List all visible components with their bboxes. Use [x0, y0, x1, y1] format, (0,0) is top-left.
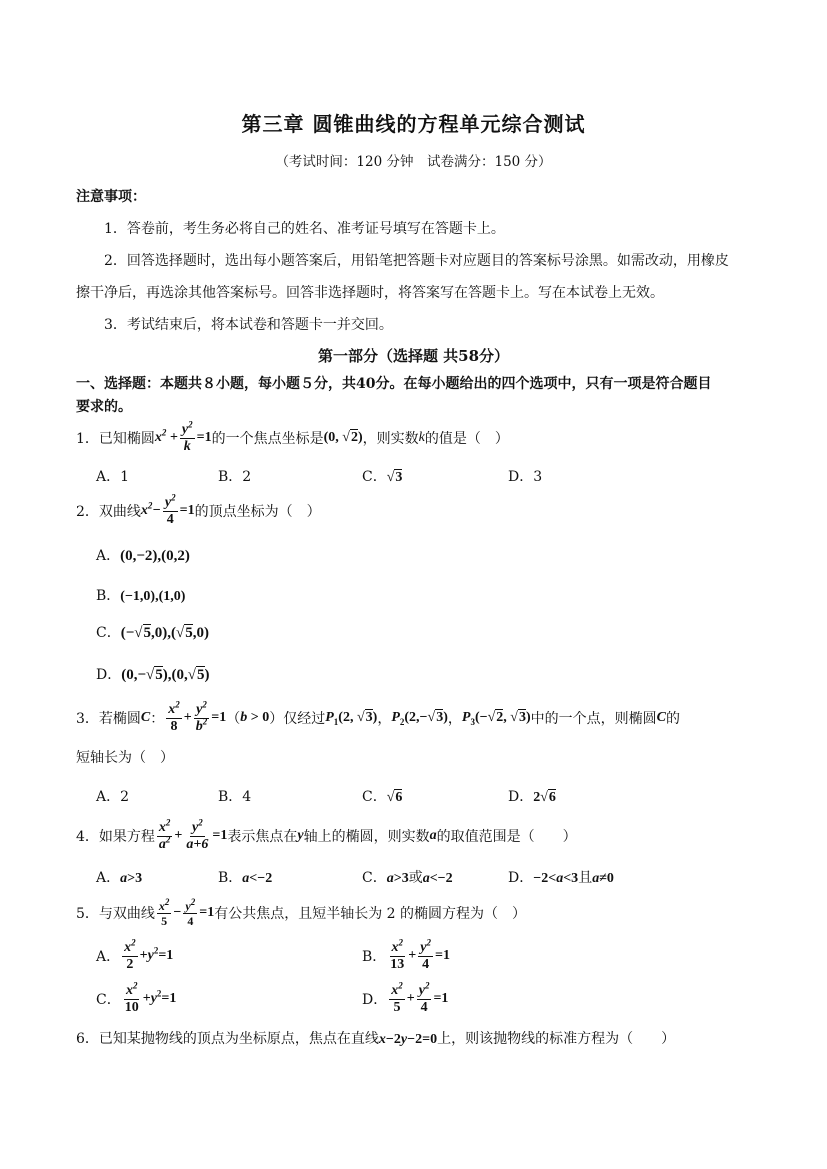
q1-option-c[interactable]: C．√3	[362, 469, 403, 485]
q2-option-a[interactable]: A．(0,−2),(0,2)	[96, 548, 190, 564]
section-instructions-line2: 要求的。	[76, 399, 132, 415]
q5-option-a[interactable]: A． $\frac{x^2}{2}$ $+y^2=1$	[96, 936, 174, 972]
q4-option-c[interactable]: C．a>3或a<−2	[362, 870, 453, 886]
page-title: 第三章 圆锥曲线的方程单元综合测试	[241, 112, 586, 136]
exam-info: （考试时间：120 分钟 试卷满分：150 分）	[275, 154, 552, 170]
question-1	[76, 420, 509, 456]
q1-k: k	[418, 430, 425, 445]
q1-option-a[interactable]: A．1	[96, 469, 130, 485]
q3-option-a[interactable]: A．2	[96, 789, 130, 805]
q3-point-p1: $P_1(2$, √3)	[325, 710, 378, 727]
note-item-2-line2: 擦干净后，再选涂其他答案标号。回答非选择题时，将答案写在答题卡上。写在本试卷上无效。	[76, 285, 664, 301]
note-item-2-line1: 2．回答选择题时，选出每小题答案后，用铅笔把答题卡对应题目的答案标号涂黑。如需改动，用橡皮	[104, 253, 729, 269]
q1-focus-point: (0, √2)	[323, 430, 363, 445]
q3-line2: 短轴长为（ ）	[76, 750, 174, 766]
question-2: 2．双曲线 $x^2-$ $\frac{y^2}{4}$ =1 的顶点坐标为（ ）	[76, 491, 321, 527]
q3-option-d[interactable]: D．2√6	[508, 789, 556, 805]
section-instructions-line1: 一、选择题：本题共８小题，每小题５分，共40分。在每小题给出的四个选项中，只有一项是符合题目	[76, 376, 712, 392]
q1-option-d[interactable]: D．3	[508, 469, 543, 485]
note-item-3: 3．考试结束后，将本试卷和答题卡一并交回。	[104, 317, 393, 333]
q3-option-c[interactable]: C．√6	[362, 789, 403, 805]
q4-option-b[interactable]: B．a<−2	[218, 870, 273, 886]
q1-equation: $x^2$ +	[154, 427, 178, 445]
q3-option-b[interactable]: B．4	[218, 789, 252, 805]
q4-option-a[interactable]: A．a>3	[96, 870, 143, 886]
question-5: 5．与双曲线 $\frac{x^2}{5}$ − $\frac{y^2}{4}$ =1 有公共焦点，且短半轴长为 2 的椭圆方程为（ ）	[76, 896, 527, 928]
question-3: 3．若椭圆 C ： $\frac{x^2}{8}$ + $\frac{y^2}{b^2}$ =1 （ b > 0 ）仅经过 $P_1(2$, √3) ， $P_2(2,-√3)$ ， $P_3(-√2$, √3) 中的一个点，则椭圆 C 的	[76, 698, 680, 734]
q2-tail: 的顶点坐标为（ ）	[194, 504, 321, 520]
q1-equals: =1	[196, 430, 212, 445]
q5-option-c[interactable]: C． $\frac{x^2}{10}$ $+y^2=1$	[96, 979, 177, 1015]
q5-option-b[interactable]: B． $\frac{x^2}{13}$ + $\frac{y^2}{4}$ =1	[362, 936, 450, 972]
q1-fraction: $\frac{y^2}{k}$	[181, 418, 193, 454]
q4-option-d[interactable]: D．−2<a<3且a≠0	[508, 870, 614, 886]
q1-mid: 的一个焦点坐标是	[211, 431, 324, 447]
q3-point-p2: $P_2(2,-√3)$	[391, 710, 448, 727]
q1-tail: 的值是（ ）	[424, 431, 509, 447]
q2-option-b[interactable]: B．(−1,0),(1,0)	[96, 588, 186, 604]
q3-lead: 3．若椭圆	[76, 711, 141, 727]
q2-lead: 2．双曲线	[76, 504, 141, 520]
q2-fraction: $\frac{y^2}{4}$	[164, 491, 176, 527]
notes-heading: 注意事项：	[76, 189, 146, 205]
q1-option-b[interactable]: B．2	[218, 469, 252, 485]
question-4: 4．如果方程 $\frac{x^2}{a^2}$ + $\frac{y^2}{a+6}$ =1 表示焦点在 y 轴上的椭圆，则实数 a 的取值范围是（ ）	[76, 816, 577, 852]
q1-end: ，则实数	[362, 431, 419, 447]
q3-point-p3: $P_3(-√2$, √3)	[461, 710, 531, 727]
q2-option-d[interactable]: D．(0,−√5),(0,√5)	[96, 667, 210, 683]
q5-option-d[interactable]: D． $\frac{x^2}{5}$ + $\frac{y^2}{4}$ =1	[362, 979, 449, 1015]
q1-lead: 1．已知椭圆	[76, 431, 155, 447]
q2-option-c[interactable]: C．(−√5,0),(√5,0)	[96, 625, 209, 641]
note-item-1: 1．答卷前，考生务必将自己的姓名、准考证号填写在答题卡上。	[104, 221, 505, 237]
part1-heading: 第一部分（选择题 共58分）	[317, 347, 510, 365]
question-6: 6．已知某抛物线的顶点为坐标原点，焦点在直线x−2y−2=0上，则该抛物线的标准方程为（ ）	[76, 1031, 676, 1047]
